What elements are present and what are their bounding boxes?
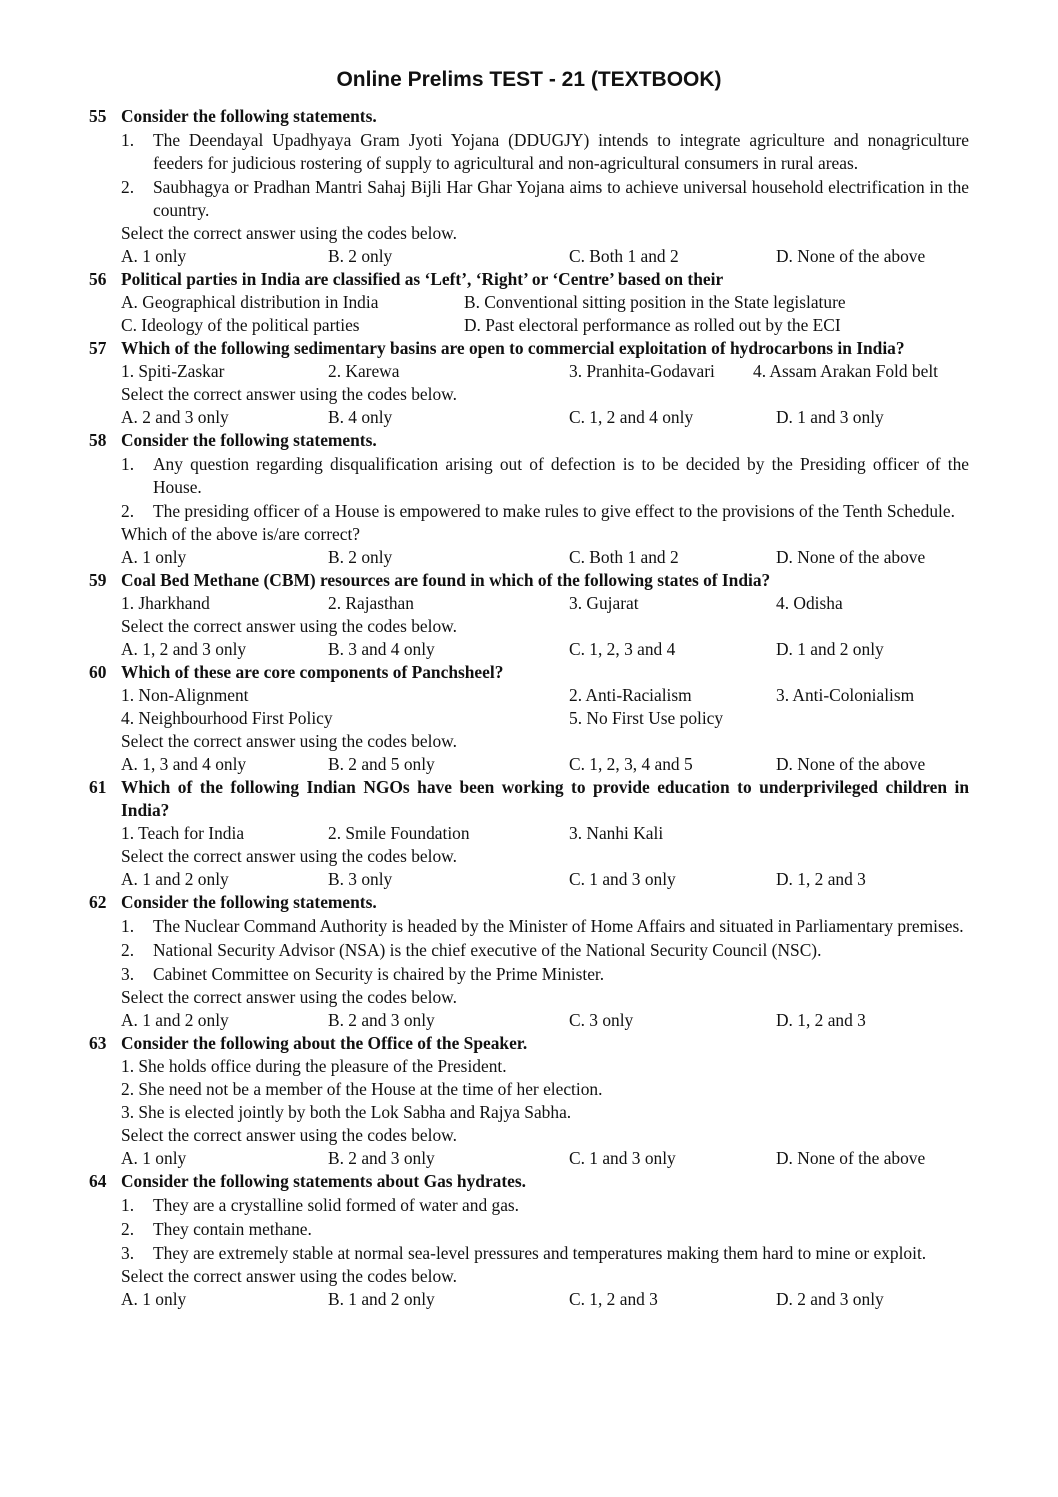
option-a: A. 1 only xyxy=(121,246,187,266)
page-title: Online Prelims TEST - 21 (TEXTBOOK) xyxy=(336,68,722,91)
option-a: A. 1 and 2 only xyxy=(121,869,229,889)
option-b: B. 3 only xyxy=(328,869,393,889)
instruction: Select the correct answer using the codes below. xyxy=(121,384,457,404)
statement-line: 3. She is elected jointly by both the Lok Sabha and Rajya Sabha. xyxy=(121,1102,572,1122)
question-55 xyxy=(0,105,1058,268)
list-item: 1. Teach for India xyxy=(121,823,245,843)
option-c: C. 1, 2 and 4 only xyxy=(569,407,694,427)
list-item: 4. Assam Arakan Fold belt xyxy=(753,361,939,381)
question-57 xyxy=(0,337,1058,429)
statement xyxy=(0,500,1058,523)
statement xyxy=(0,1242,1058,1265)
option-d: D. 1 and 2 only xyxy=(776,639,884,659)
statement-text: Any question regarding disqualification arising out of defection is to be decided by the Presiding officer of the House. xyxy=(153,454,969,497)
answer-options xyxy=(0,1009,1058,1032)
statement-number: 1. xyxy=(121,454,135,474)
statement xyxy=(0,129,1058,175)
option-c: C. Both 1 and 2 xyxy=(569,547,679,567)
statement xyxy=(0,915,1058,938)
list-item: 2. Smile Foundation xyxy=(328,823,470,843)
instruction: Select the correct answer using the codes below. xyxy=(121,1266,457,1286)
option-a: A. Geographical distribution in India xyxy=(121,292,379,312)
option-a: A. 1, 2 and 3 only xyxy=(121,639,247,659)
option-b: B. 2 only xyxy=(328,246,393,266)
option-d: D. None of the above xyxy=(776,547,926,567)
option-c: C. 1, 2 and 3 xyxy=(569,1289,658,1309)
list-item: 5. No First Use policy xyxy=(569,708,724,728)
question-text: Political parties in India are classified as ‘Left’, ‘Right’ or ‘Centre’ based on their xyxy=(121,269,724,289)
list-item: 1. Non-Alignment xyxy=(121,685,249,705)
answer-options xyxy=(0,406,1058,429)
option-d: D. 1 and 3 only xyxy=(776,407,884,427)
question-stem xyxy=(0,661,1058,684)
question-text: Consider the following statements. xyxy=(121,106,377,126)
option-b: B. 3 and 4 only xyxy=(328,639,435,659)
question-58 xyxy=(0,429,1058,569)
question-62 xyxy=(0,891,1058,1032)
question-text: Coal Bed Methane (CBM) resources are found in which of the following states of India? xyxy=(121,570,771,590)
option-b: B. 2 and 5 only xyxy=(328,754,435,774)
question-number: 58 xyxy=(89,430,107,450)
question-text: Consider the following about the Office of the Speaker. xyxy=(121,1033,528,1053)
option-b: B. 1 and 2 only xyxy=(328,1289,435,1309)
option-d: D. 2 and 3 only xyxy=(776,1289,884,1309)
option-c: C. 1, 2, 3, 4 and 5 xyxy=(569,754,693,774)
question-number: 55 xyxy=(89,106,107,126)
option-c: C. Ideology of the political parties xyxy=(121,315,360,335)
option-d: D. None of the above xyxy=(776,754,926,774)
list-item: 4. Neighbourhood First Policy xyxy=(121,708,333,728)
instruction: Select the correct answer using the codes below. xyxy=(121,731,457,751)
statement xyxy=(0,1218,1058,1241)
statement-text: Saubhagya or Pradhan Mantri Sahaj Bijli Har Ghar Yojana aims to achieve universal household electrification in the country. xyxy=(153,177,969,220)
question-text: Which of these are core components of Panchsheel? xyxy=(121,662,504,682)
question-stem xyxy=(0,105,1058,128)
list-item: 3. Pranhita-Godavari xyxy=(569,361,715,381)
item-list xyxy=(0,707,1058,730)
question-text: Consider the following statements about Gas hydrates. xyxy=(121,1171,526,1191)
answer-options xyxy=(0,546,1058,569)
question-stem xyxy=(0,569,1058,592)
statement-number: 2. xyxy=(121,1219,135,1239)
question-number: 57 xyxy=(89,338,107,358)
question-stem xyxy=(0,776,1058,822)
item-list xyxy=(0,822,1058,845)
instruction: Select the correct answer using the codes below. xyxy=(121,987,457,1007)
question-number: 63 xyxy=(89,1033,107,1053)
question-text: Which of the following sedimentary basins are open to commercial exploitation of hydrocarbons in India? xyxy=(121,338,905,358)
statement xyxy=(0,963,1058,986)
answer-options xyxy=(0,245,1058,268)
list-item: 4. Odisha xyxy=(776,593,843,613)
question-stem xyxy=(0,268,1058,291)
question-64 xyxy=(0,1170,1058,1311)
option-d: D. Past electoral performance as rolled out by the ECI xyxy=(464,315,841,335)
statement-number: 3. xyxy=(121,1243,135,1263)
question-stem xyxy=(0,337,1058,360)
answer-options xyxy=(0,1147,1058,1170)
question-56 xyxy=(0,268,1058,337)
option-c: C. 1 and 3 only xyxy=(569,1148,676,1168)
list-item: 2. Karewa xyxy=(328,361,400,381)
answer-options xyxy=(0,291,1058,314)
question-text: Consider the following statements. xyxy=(121,430,377,450)
answer-options xyxy=(0,1288,1058,1311)
question-text: Which of the following Indian NGOs have been working to provide education to underprivileged children in India? xyxy=(121,777,969,820)
question-text: Consider the following statements. xyxy=(121,892,377,912)
statement xyxy=(0,939,1058,962)
list-item: 1. Spiti-Zaskar xyxy=(121,361,225,381)
statement xyxy=(0,176,1058,222)
statement-text: The Nuclear Command Authority is headed by the Minister of Home Affairs and situated in Parliamentary premises. xyxy=(153,916,964,936)
option-d: D. 1, 2 and 3 xyxy=(776,869,866,889)
list-item: 2. Anti-Racialism xyxy=(569,685,692,705)
option-d: D. None of the above xyxy=(776,1148,926,1168)
list-item: 3. Anti-Colonialism xyxy=(776,685,915,705)
question-stem xyxy=(0,429,1058,452)
option-a: A. 1 only xyxy=(121,1148,187,1168)
option-a: A. 1 only xyxy=(121,1289,187,1309)
statement-text: The presiding officer of a House is empowered to make rules to give effect to the provisions of the Tenth Schedule. xyxy=(153,501,955,521)
list-item: 3. Nanhi Kali xyxy=(569,823,664,843)
instruction: Select the correct answer using the codes below. xyxy=(121,616,457,636)
question-stem xyxy=(0,891,1058,914)
option-b: B. 2 only xyxy=(328,547,393,567)
option-c: C. 1 and 3 only xyxy=(569,869,676,889)
option-c: C. Both 1 and 2 xyxy=(569,246,679,266)
statement-number: 2. xyxy=(121,177,135,197)
instruction: Select the correct answer using the codes below. xyxy=(121,1125,457,1145)
option-a: A. 2 and 3 only xyxy=(121,407,229,427)
question-number: 60 xyxy=(89,662,107,682)
option-b: B. Conventional sitting position in the State legislature xyxy=(464,292,846,312)
question-stem xyxy=(0,1032,1058,1055)
statement-text: National Security Advisor (NSA) is the chief executive of the National Security Council (NSC). xyxy=(153,940,822,960)
option-d: D. 1, 2 and 3 xyxy=(776,1010,866,1030)
question-59 xyxy=(0,569,1058,661)
option-a: A. 1, 3 and 4 only xyxy=(121,754,247,774)
list-item: 1. Jharkhand xyxy=(121,593,210,613)
question-number: 59 xyxy=(89,570,107,590)
instruction: Select the correct answer using the codes below. xyxy=(121,223,457,243)
option-a: A. 1 and 2 only xyxy=(121,1010,229,1030)
instruction: Which of the above is/are correct? xyxy=(121,524,360,544)
question-60 xyxy=(0,661,1058,776)
option-b: B. 2 and 3 only xyxy=(328,1148,435,1168)
answer-options xyxy=(0,638,1058,661)
question-number: 56 xyxy=(89,269,107,289)
answer-options xyxy=(0,314,1058,337)
question-stem xyxy=(0,1170,1058,1193)
item-list xyxy=(0,592,1058,615)
option-b: B. 2 and 3 only xyxy=(328,1010,435,1030)
statement xyxy=(0,1194,1058,1217)
question-63 xyxy=(0,1032,1058,1170)
statement-text: They are a crystalline solid formed of water and gas. xyxy=(153,1195,520,1215)
statement-text: They contain methane. xyxy=(153,1219,312,1239)
question-number: 62 xyxy=(89,892,107,912)
statement-text: They are extremely stable at normal sea-level pressures and temperatures making them hard to mine or exploit. xyxy=(153,1243,927,1263)
statement xyxy=(0,453,1058,499)
item-list xyxy=(0,684,1058,707)
statement-number: 2. xyxy=(121,940,135,960)
option-b: B. 4 only xyxy=(328,407,393,427)
statement-number: 1. xyxy=(121,916,135,936)
statement-line: 2. She need not be a member of the House at the time of her election. xyxy=(121,1079,603,1099)
option-d: D. None of the above xyxy=(776,246,926,266)
instruction: Select the correct answer using the codes below. xyxy=(121,846,457,866)
list-item: 3. Gujarat xyxy=(569,593,639,613)
question-list xyxy=(0,105,1058,1311)
statement-text: Cabinet Committee on Security is chaired by the Prime Minister. xyxy=(153,964,605,984)
question-number: 64 xyxy=(89,1171,107,1191)
statement-text: The Deendayal Upadhyaya Gram Jyoti Yojana (DDUGJY) intends to integrate agriculture and nonagriculture feeders for judicious rostering of supply to agricultural and non-agricultural consumers in rural areas. xyxy=(153,130,969,173)
option-c: C. 1, 2, 3 and 4 xyxy=(569,639,676,659)
statement-number: 2. xyxy=(121,501,135,521)
list-item: 2. Rajasthan xyxy=(328,593,414,613)
option-a: A. 1 only xyxy=(121,547,187,567)
answer-options xyxy=(0,868,1058,891)
statement-line: 1. She holds office during the pleasure of the President. xyxy=(121,1056,507,1076)
answer-options xyxy=(0,753,1058,776)
question-number: 61 xyxy=(89,777,107,797)
statement-number: 3. xyxy=(121,964,135,984)
statement-number: 1. xyxy=(121,130,135,150)
question-61 xyxy=(0,776,1058,891)
statement-number: 1. xyxy=(121,1195,135,1215)
item-list xyxy=(0,360,1058,383)
option-c: C. 3 only xyxy=(569,1010,634,1030)
